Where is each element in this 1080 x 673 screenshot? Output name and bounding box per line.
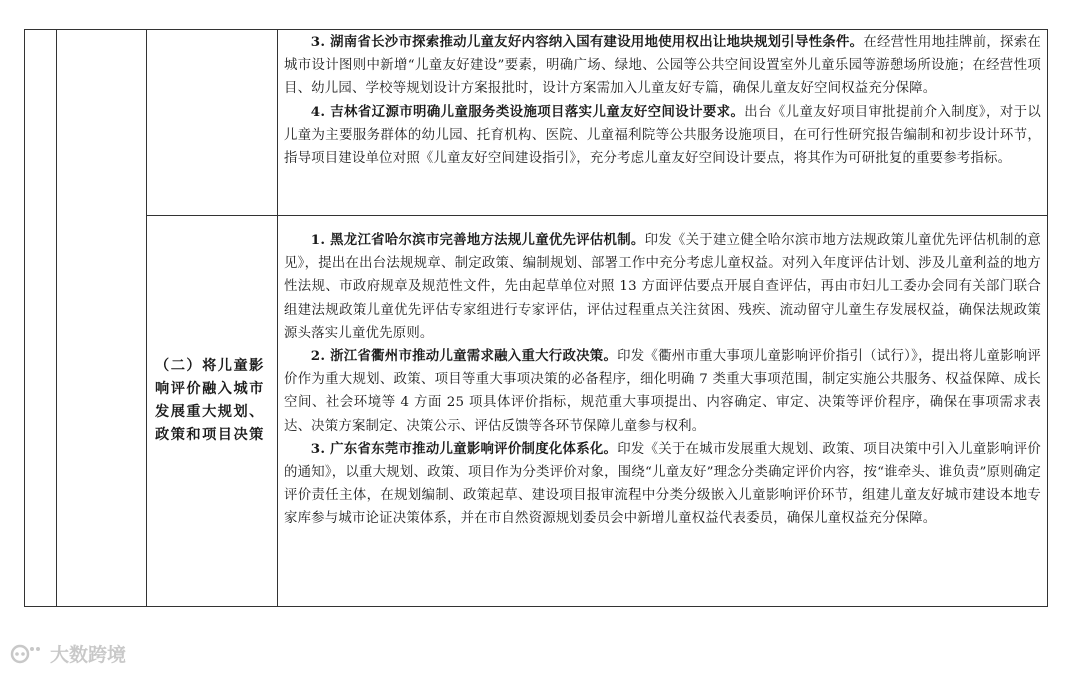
- case-paragraph: [284, 101, 1041, 171]
- column-divider-1: [56, 30, 57, 606]
- case-body: 印发《衢州市重大事项儿童影响评价指引（试行）》，提出将儿童影响评价作为重大规划、政策、项目等重大事项决策的必备程序，细化明确 7 类重大事项范围，制定实施公共服务、权益保障、成长空间、社会环境等 4 方面 25 项具体评价指标，规范重大事项提出、内容确定、审定、决策等评价程序，确保在事项需求表达、决策方案制定、决策公示、评估反馈等各环节保障儿童参与权利。: [284, 349, 1041, 434]
- policy-table: [24, 29, 1048, 607]
- watermark-text: 大数跨境: [50, 644, 127, 666]
- case-paragraph: [284, 345, 1041, 438]
- watermark: [10, 640, 126, 667]
- case-heading: 1. 黑龙江省哈尔滨市完善地方法规儿童优先评估机制。: [310, 232, 645, 248]
- case-paragraph: [284, 31, 1041, 101]
- logo-icon: [10, 642, 44, 666]
- case-paragraph: [284, 438, 1041, 531]
- case-body: 出台《儿童友好项目审批提前介入制度》，对于以儿童为主要服务群体的幼儿园、托育机构、医院、儿童福利院等公共服务设施项目，在可行性研究报告编制和初步设计环节，指导项目建设单位对照《儿童友好空间建设指引》，充分考虑儿童友好空间设计要点，将其作为可研批复的重要参考指标。: [284, 104, 1041, 167]
- row2-content-cell: [284, 229, 1041, 531]
- case-body: 印发《关于在城市发展重大规划、政策、项目决策中引入儿童影响评价的通知》，以重大规划、政策、项目作为分类评价对象，围绕“儿童友好”理念分类确定评价内容，按“谁牵头、谁负责”原则确定评价责任主体，在规划编制、政策起草、建设项目报审流程中分类分级嵌入儿童影响评价环节，组建儿童友好城市建设本地专家库参与城市论证决策体系，并在市自然资源规划委员会中新增儿童权益代表委员，确保儿童权益充分保障。: [284, 441, 1041, 527]
- row-divider: [146, 215, 1047, 216]
- case-heading: 4. 吉林省辽源市明确儿童服务类设施项目落实儿童友好空间设计要求。: [310, 103, 745, 120]
- column-divider-3: [277, 30, 278, 606]
- case-heading: 3. 广东省东莞市推动儿童影响评价制度化体系化。: [310, 440, 618, 457]
- case-body: 在经营性用地挂牌前，探索在城市设计图则中新增“儿童友好建设”要素，明确广场、绿地、公园等公共空间设置室外儿童乐园等游憩场所设施；在经营性项目、幼儿园、学校等规划设计方案报批时，设计方案需加入儿童友好专篇，确保儿童友好空间权益充分保障。: [284, 35, 1041, 97]
- column-divider-2: [146, 30, 147, 606]
- case-body: 印发《关于建立健全哈尔滨市地方法规政策儿童优先评估机制的意见》，提出在出台法规规章、制定政策、编制规划、部署工作中充分考虑儿童权益。对列入年度评估计划、涉及儿童利益的地方性法规、市政府规章及规范性文件，先由起草单位对照 13 方面评估要点开展自查评估，再由市妇儿工委办会同有关部门联合组建法规政策儿童优先评估专家组进行专家评估，评估过程重点关注贫困、残疾、流动留守儿童生存发展权益，确保法规政策源头落实儿童优先原则。: [284, 233, 1041, 341]
- case-heading: 2. 浙江省衢州市推动儿童需求融入重大行政决策。: [310, 348, 618, 365]
- case-paragraph: [284, 229, 1041, 345]
- category-label: （二）将儿童影响评价融入城市发展重大规划、政策和项目决策: [155, 358, 265, 443]
- row1-content-cell: [284, 31, 1041, 170]
- case-heading: 3. 湖南省长沙市探索推动儿童友好内容纳入国有建设用地使用权出让地块规划引导性条件。: [310, 34, 864, 50]
